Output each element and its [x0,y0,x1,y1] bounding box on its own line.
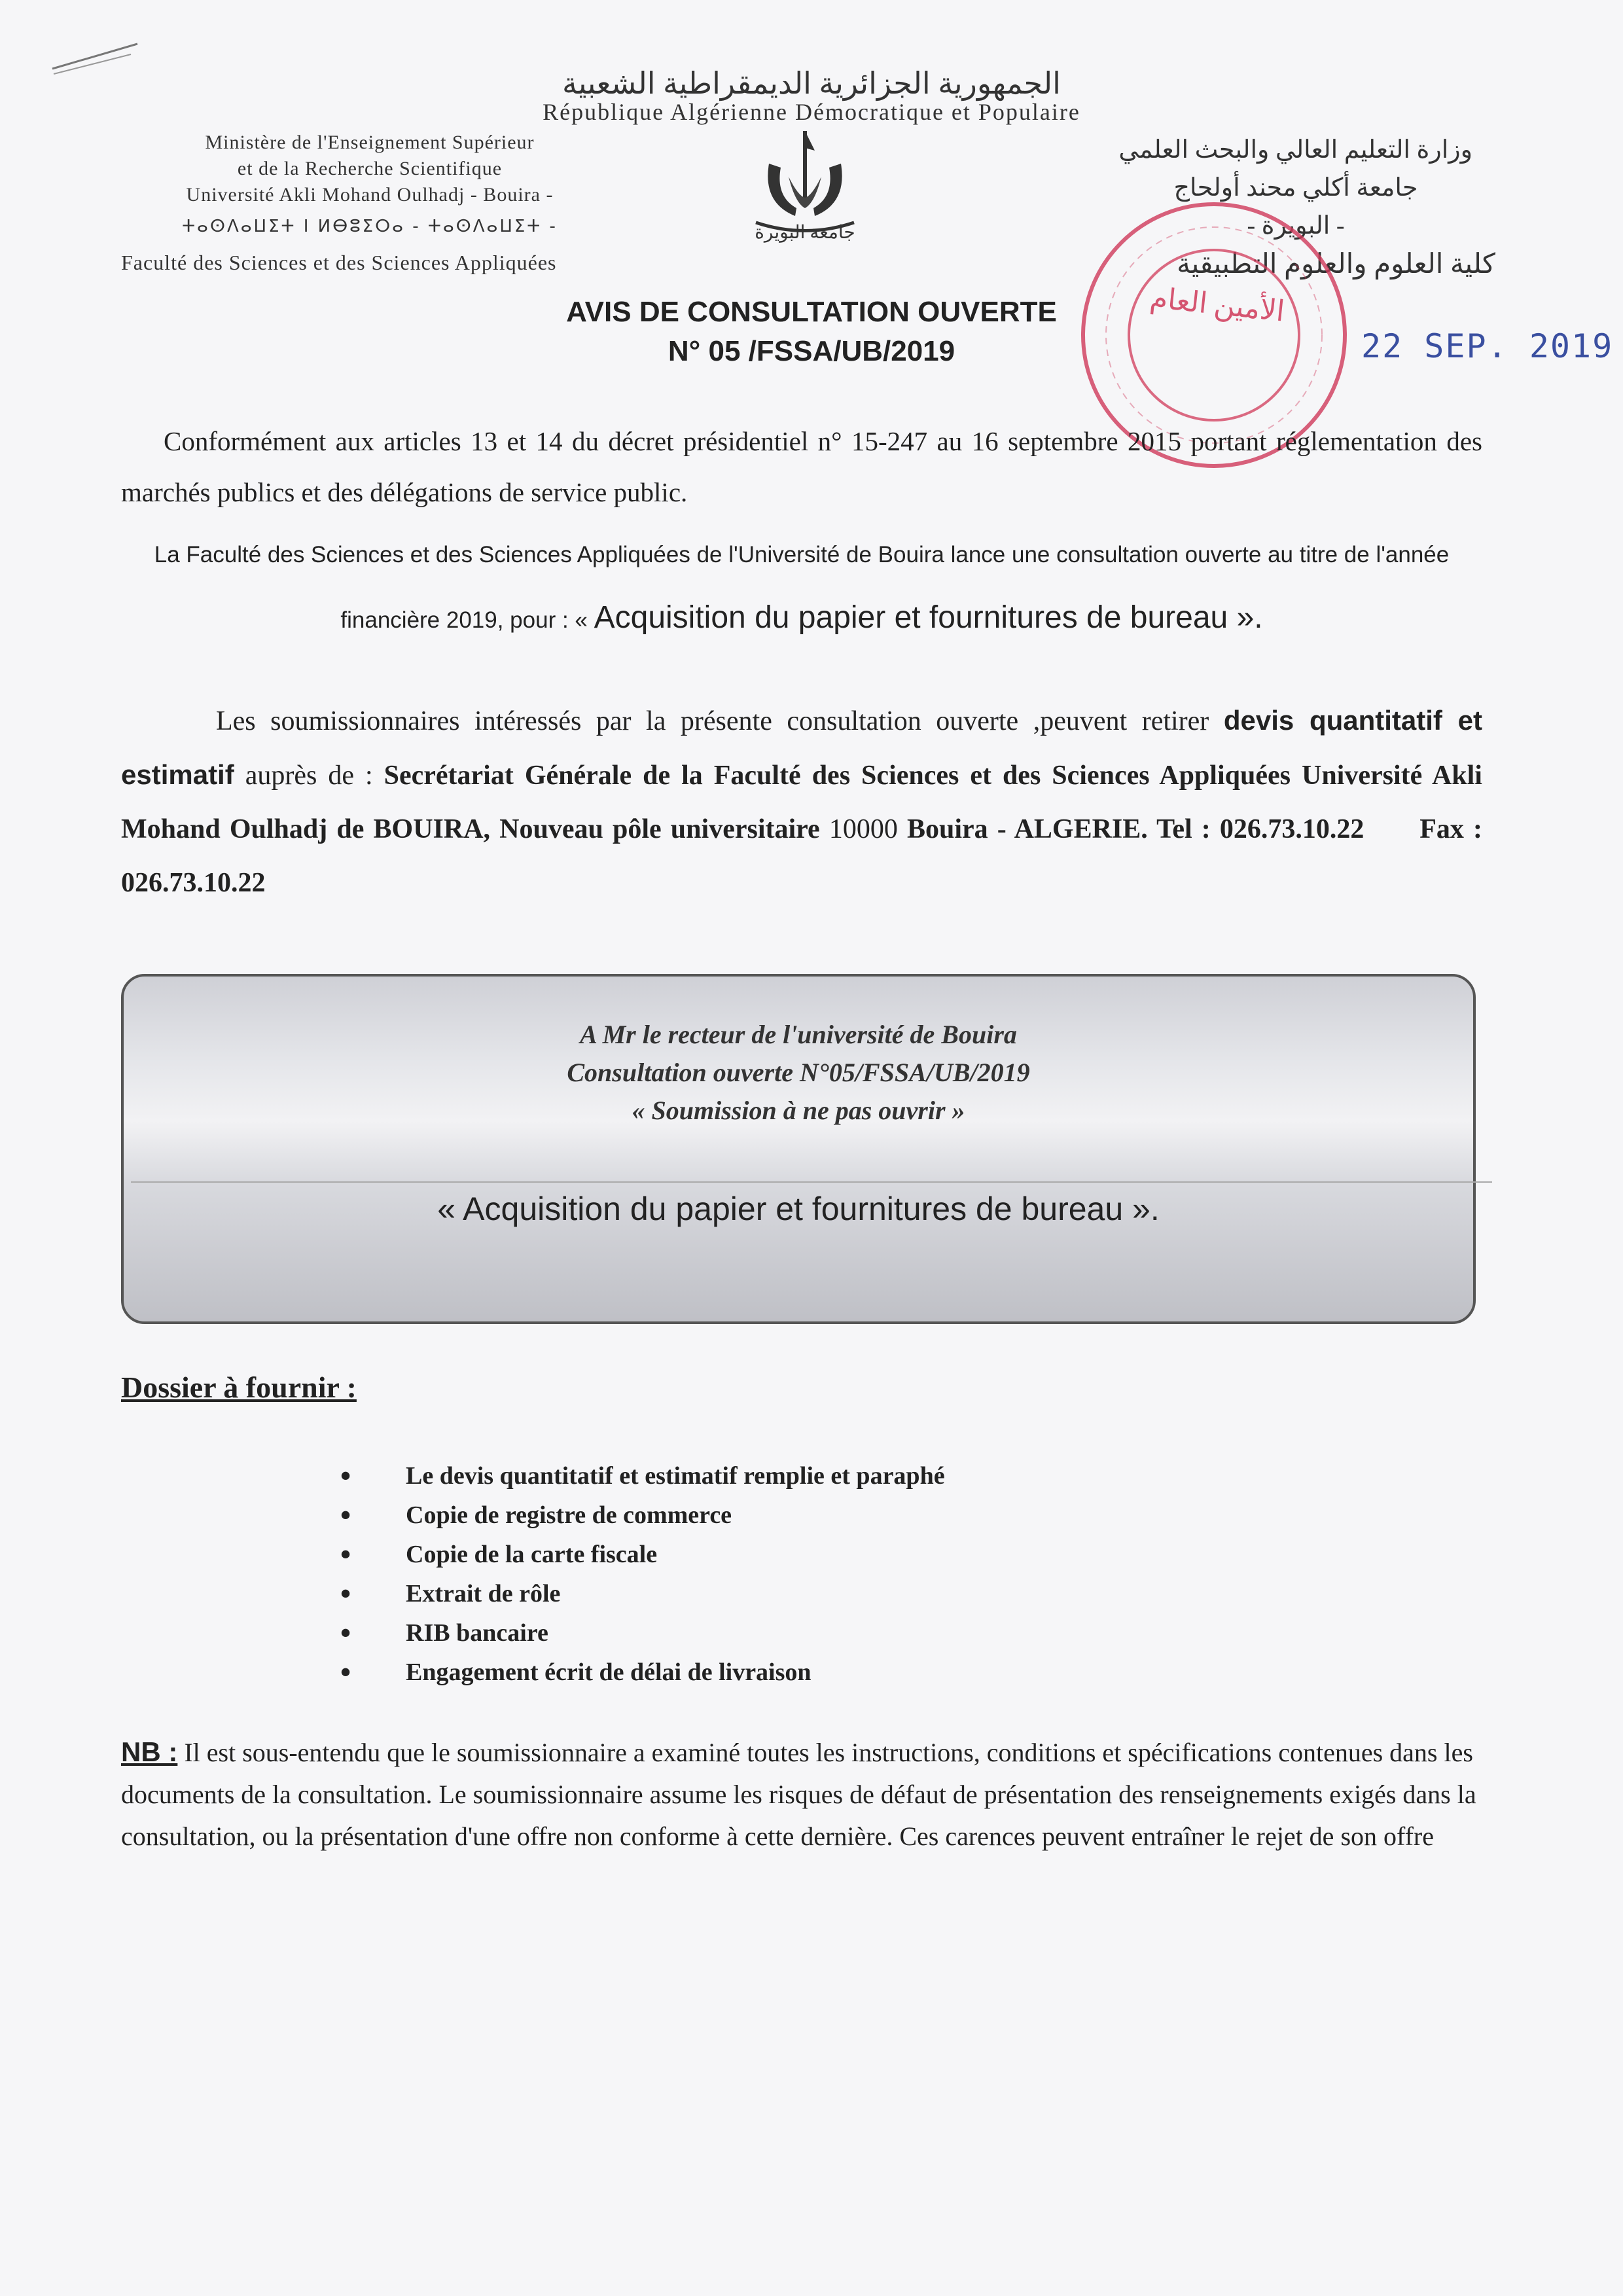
postal-code: 10000 [829,814,898,844]
list-item: • Le devis quantitatif et estimatif remplie et paraphé [340,1456,945,1496]
list-item: • RIB bancaire [340,1613,945,1653]
notice-title-line1: AVIS DE CONSULTATION OUVERTE [566,296,1057,328]
notice-title-line2: N° 05 /FSSA/UB/2019 [668,335,955,367]
stamp-text: الأمين العام [1148,281,1287,328]
city-line-ar: - البويرة - [1247,212,1345,240]
list-item: • Extrait de rôle [340,1574,945,1613]
nb-text: Il est sous-entendu que le soumissionnaire a examiné toutes les instructions, conditions et spécifications contenues dans les documents de la consultation. Le soumissionnaire assume les risques de défaut de présentation des renseignements exigés dans la consultation, ou la présentation d'une offre non conforme à cette dernière. Ces carences peuvent entraîner le rejet de son offre [121,1738,1476,1851]
faculty-name-fr: Faculté des Sciences et des Sciences Appliquées [121,251,557,274]
withdrawal-paragraph [121,694,1482,910]
withdrawal-address: Secrétariat Générale de la Faculté des Sciences et des Sciences Appliquées Université Akli Mohand Oulhadj de BOUIRA, Nouveau pôle universitaire [121,761,1482,844]
withdrawal-tel: Bouira - ALGERIE. Tel : 026.73.10.22 [897,814,1364,844]
withdrawal-doc: devis quantitatif et estimatif [121,705,1482,790]
list-item: • Copie de la carte fiscale [340,1535,945,1574]
university-line: Université Akli Mohand Oulhadj - Bouira - [186,184,554,206]
dossier-list [340,1456,945,1692]
withdrawal-text: Les soumissionnaires intéressés par la présente consultation ouverte ,peuvent retirer [216,706,1224,736]
logo-caption: جامعة البويرة [755,223,855,243]
tifinagh-line: ⵜⴰⵙⴷⴰⵡⵉⵜ ⵏ ⵍⴱⵓⵉⵔⴰ - ⵜⴰⵙⴷⴰⵡⵉⵜ - [182,217,558,236]
french-republic-title: République Algérienne Démocratique et Populaire [543,99,1080,125]
envelope-line: « Soumission à ne pas ouvrir » [632,1096,965,1125]
announcement-object: Acquisition du papier et fournitures de bureau [594,600,1228,635]
envelope-header [121,1016,1476,1130]
consultation-announcement [121,524,1482,652]
envelope-line: A Mr le recteur de l'université de Bouira [580,1020,1017,1049]
envelope-object: « Acquisition du papier et fournitures de bureau ». [437,1191,1160,1227]
announcement-end: ». [1228,600,1263,635]
envelope-line: Consultation ouverte N°05/FSSA/UB/2019 [567,1058,1030,1087]
withdrawal-fax: Fax : 026.73.10.22 [121,814,1483,898]
faculty-name-ar: كلية العلوم والعلوم التطبيقية [1177,249,1495,279]
withdrawal-text: auprès de : [234,761,384,791]
list-item: • Engagement écrit de délai de livraison [340,1653,945,1692]
nb-paragraph [121,1731,1482,1857]
ministry-block-fr [121,130,658,240]
nb-label: NB : [121,1736,178,1767]
legal-reference-paragraph: Conformément aux articles 13 et 14 du décret présidentiel n° 15-247 au 16 septembre 2015 portant réglementation des marchés publics et des délégations de service public. [121,426,1482,507]
ministry-line: et de la Recherche Scientifique [237,158,503,179]
announcement-intro: La Faculté des Sciences et des Sciences Appliquées de l'Université de Bouira lance une consultation ouverte au titre de l'année financière 2019, pour : « [154,542,1450,633]
university-line-ar: جامعة أكلي محند أولحاج [1173,174,1418,202]
date-stamp: 22 SEP. 2019 [1361,327,1614,365]
list-item: • Copie de registre de commerce [340,1496,945,1535]
ministry-line: Ministère de l'Enseignement Supérieur [205,132,535,153]
dossier-title: Dossier à fournir : [121,1371,357,1404]
envelope-divider [131,1181,1492,1183]
arabic-republic-title: الجمهورية الجزائرية الديمقراطية الشعبية [562,67,1061,100]
notice-title [0,296,1623,368]
ministry-line-ar: وزارة التعليم العالي والبحث العلمي [1118,136,1472,164]
